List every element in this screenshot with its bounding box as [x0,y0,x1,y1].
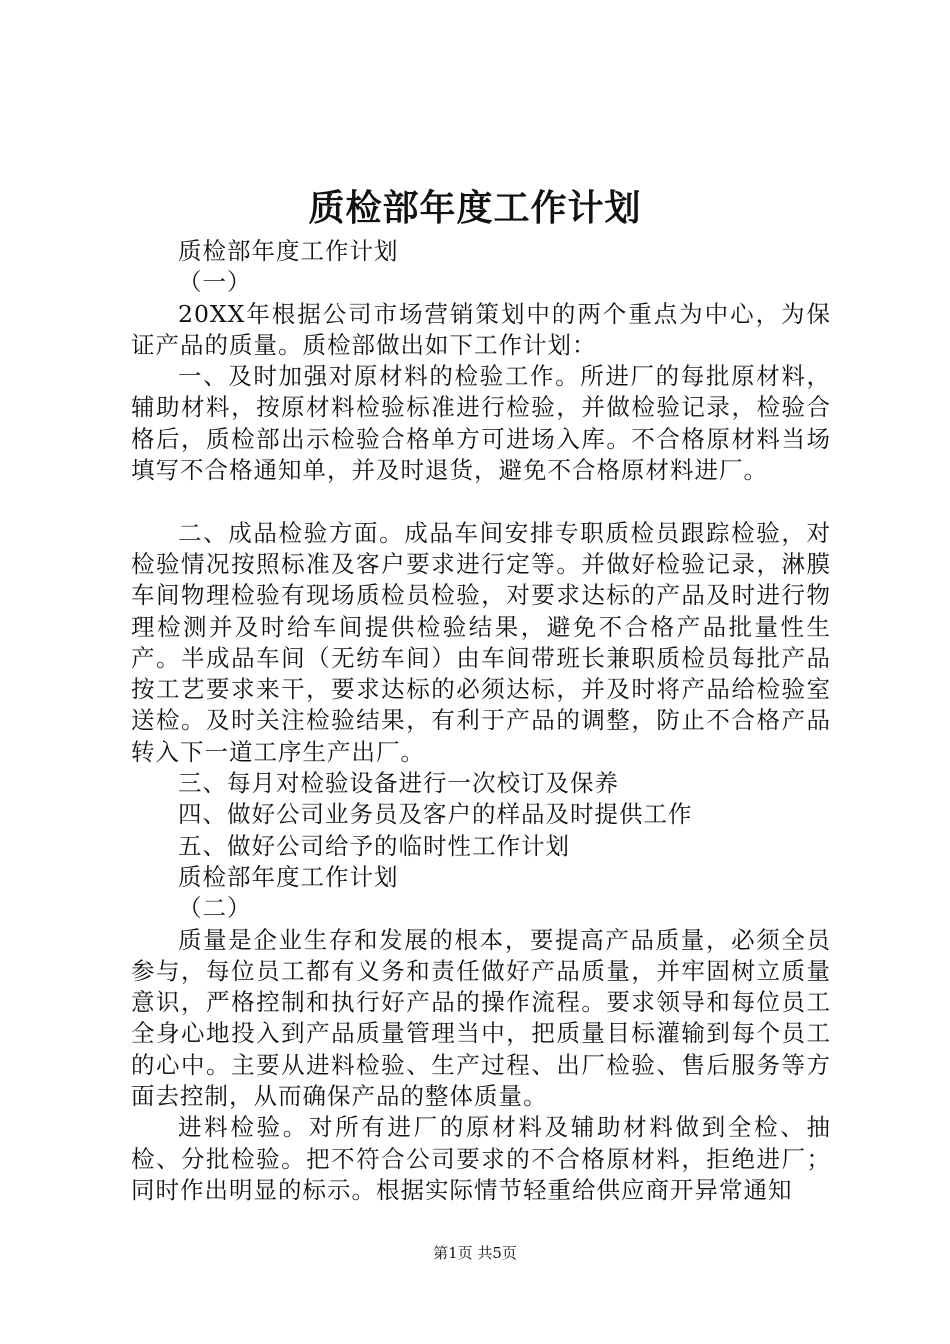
page-footer: 第1页 共5页 [433,1244,517,1262]
paragraph-quality: 质量是企业生存和发展的根本，要提高产品质量，必须全员参与，每位员工都有义务和责任做好产品质量，并牢固树立质量意识，严格控制和执行好产品的操作流程。要求领导和每位员工全身心地投入到产品质量管理当中，把质量目标灌输到每个员工的心中。主要从进料检验、生产过程、出厂检验、售后服务等方面去控制，从而确保产品的整体质量。 [131,925,831,1111]
paragraph-heading-2: 质检部年度工作计划 [178,862,399,891]
document-body [131,236,831,1206]
paragraph-heading-1: 质检部年度工作计划 [178,237,399,265]
paragraph-item-4: 四、做好公司业务员及客户的样品及时提供工作 [178,800,693,829]
paragraph-intro: 20XX年根据公司市场营销策划中的两个重点为中心，为保证产品的质量。质检部做出如下工作计划： [131,299,831,359]
paragraph-item-5: 五、做好公司给予的临时性工作计划 [178,831,570,860]
paragraph-item-3: 三、每月对检验设备进行一次校订及保养 [178,769,619,798]
paragraph-blank [131,486,831,517]
paragraph-part-1: （一） [178,268,252,297]
paragraph-part-2: （二） [178,894,252,923]
paragraph-item-1: 一、及时加强对原材料的检验工作。所进厂的每批原材料，辅助材料，按原材料检验标准进行检验，并做检验记录，检验合格后，质检部出示检验合格单方可进场入库。不合格原材料当场填写不合格通知单，并及时退货，避免不合格原材料进厂。 [131,362,831,485]
paragraph-item-2: 二、成品检验方面。成品车间安排专职质检员跟踪检验，对检验情况按照标准及客户要求进行定等。并做好检验记录，淋膜车间物理检验有现场质检员检验，对要求达标的产品及时进行物理检测并及时给车间提供检验结果，避免不合格产品批量性生产。半成品车间（无纺车间）由车间带班长兼职质检员每批产品按工艺要求来干，要求达标的必须达标，并及时将产品给检验室送检。及时关注检验结果，有利于产品的调整，防止不合格产品转入下一道工序生产出厂。 [131,518,831,766]
page-title: 质检部年度工作计划 [308,187,642,229]
paragraph-incoming-inspection: 进料检验。对所有进厂的原材料及辅助材料做到全检、抽检、分批检验。把不符合公司要求的不合格原材料，拒绝进厂；同时作出明显的标示。根据实际情节轻重给供应商开异常通知 [131,1113,831,1204]
